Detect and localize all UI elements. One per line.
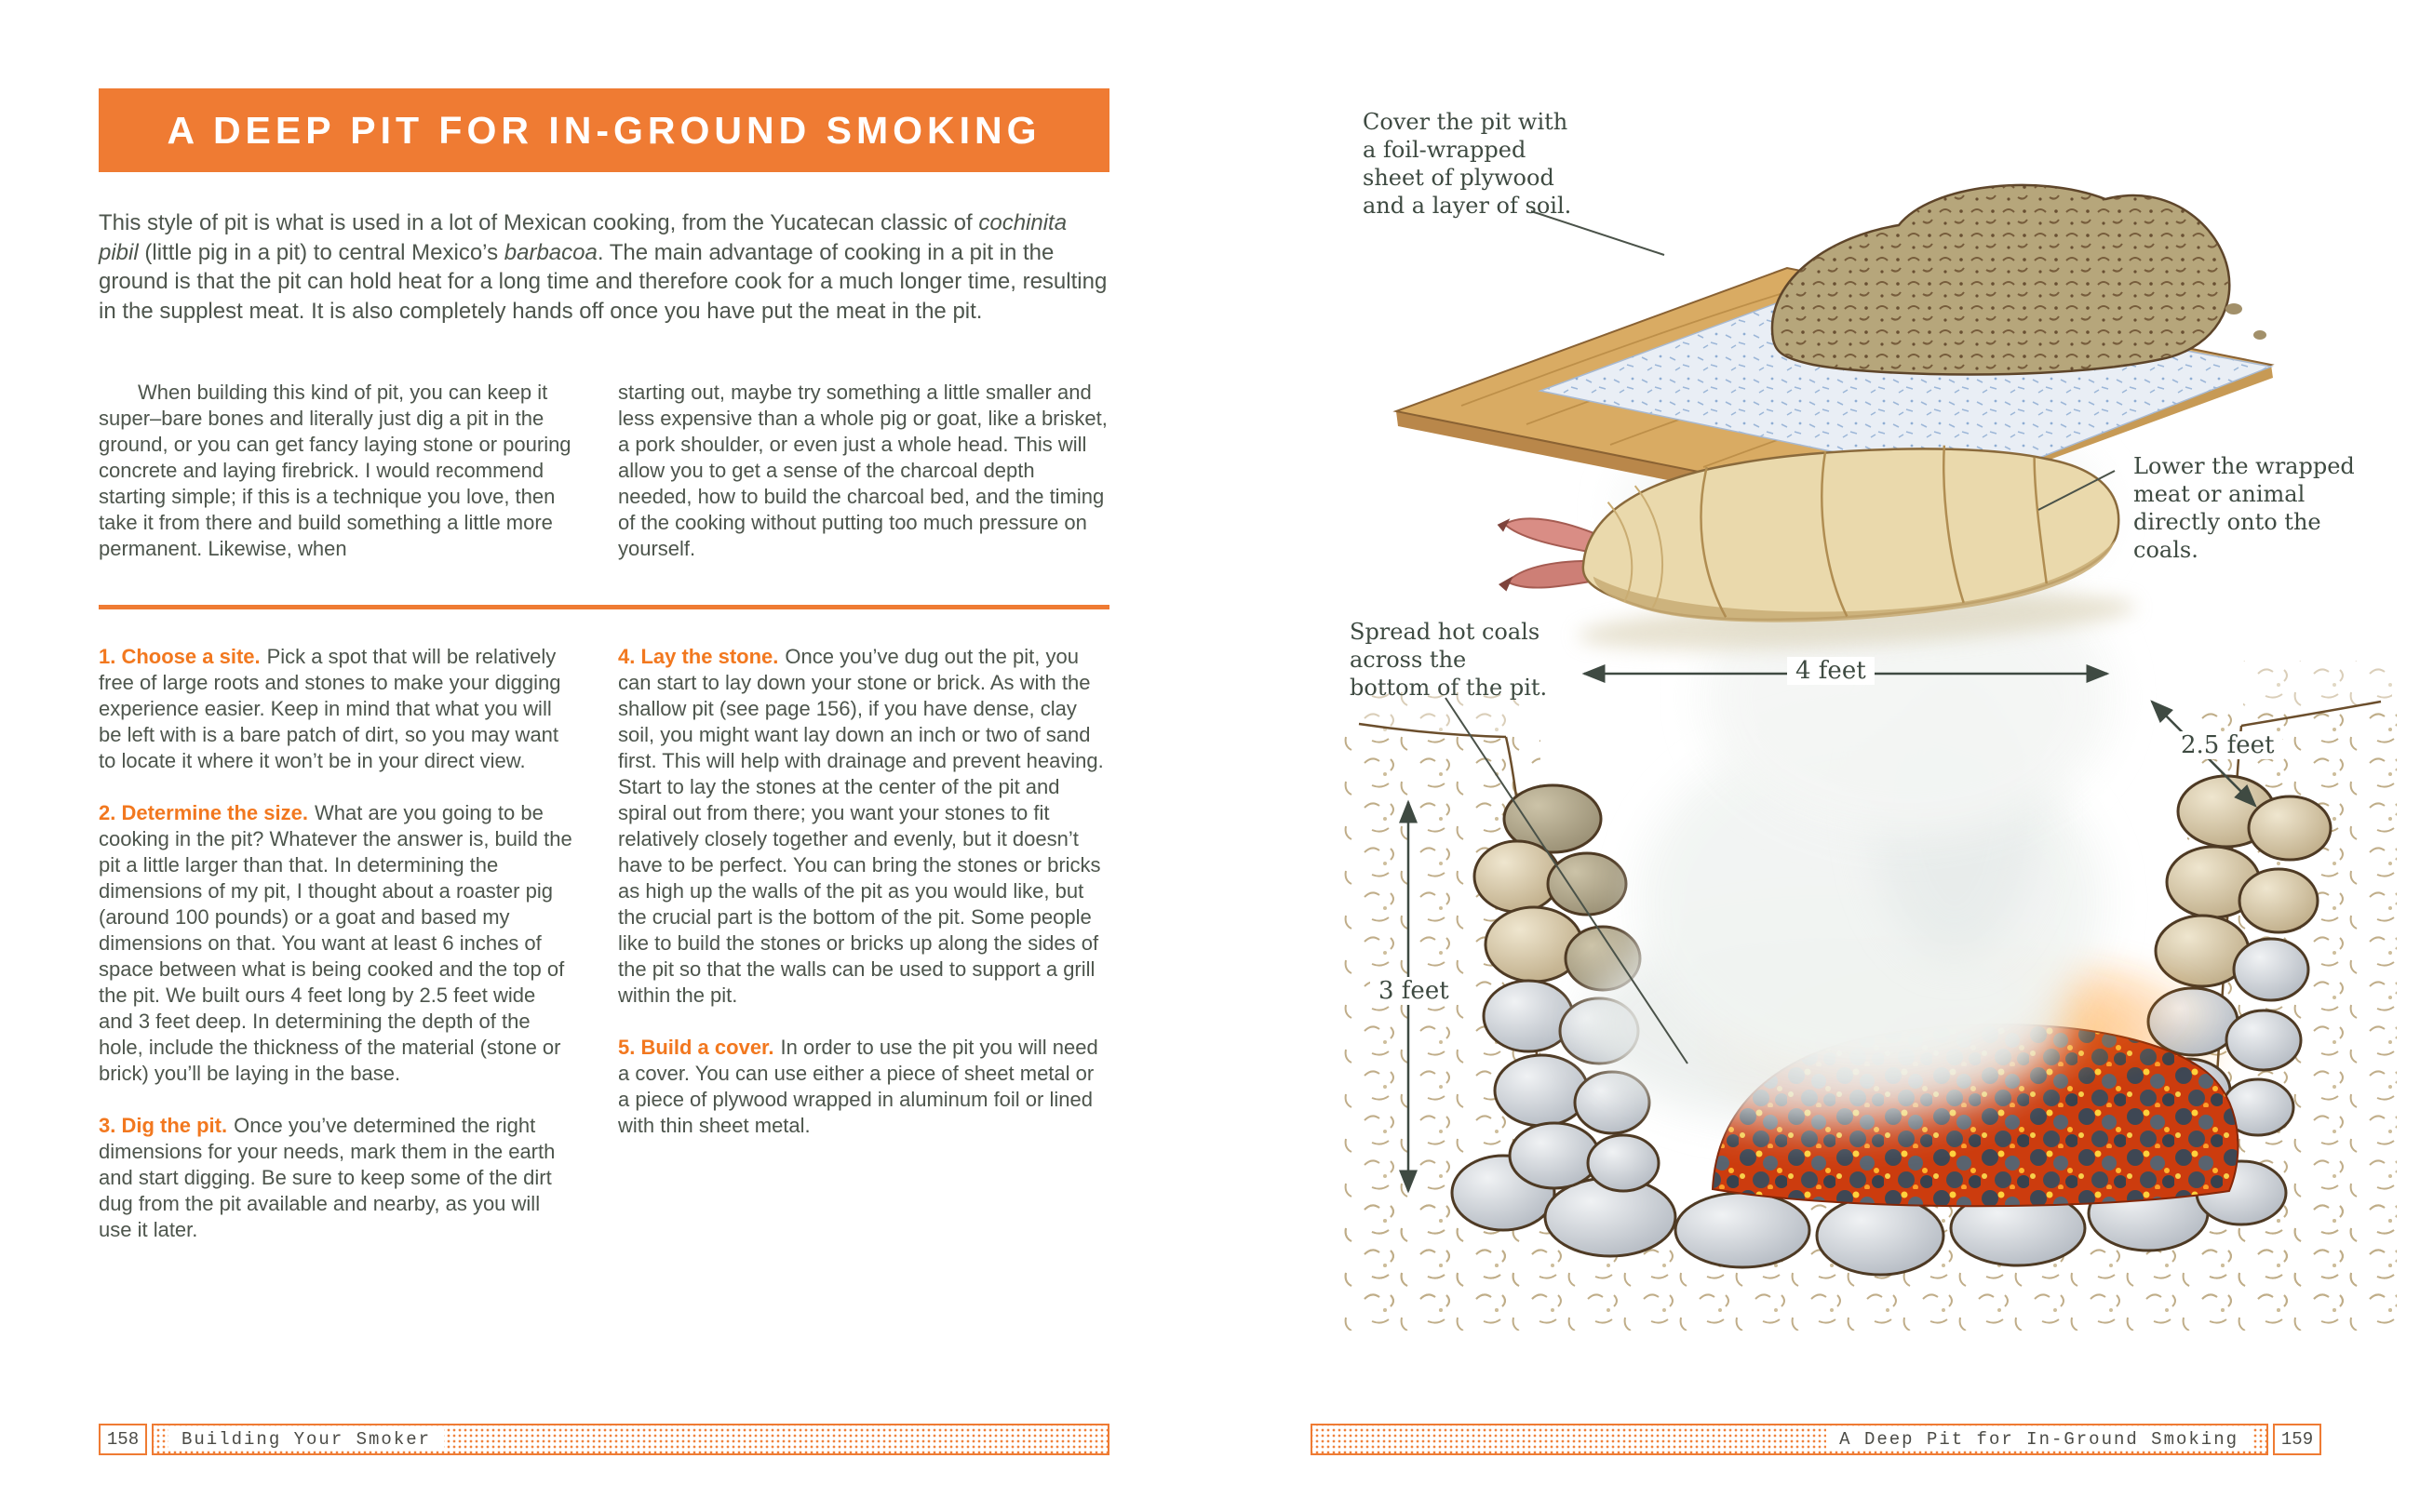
page-number-box xyxy=(99,1424,147,1455)
wrapped-meat xyxy=(1492,435,2136,663)
footer-section-title: A Deep Pit for In-Ground Smoking xyxy=(1826,1428,2252,1451)
text-column-left xyxy=(99,380,575,562)
steps-column-left xyxy=(99,644,575,1269)
step-item-2 xyxy=(99,800,575,1087)
step-text: Once you’ve determined the right dimensions for your needs, mark them in the earth and start digging. Be sure to keep some of the dirt dug from the pit available and nearby, as you will use it later. xyxy=(99,1114,556,1241)
text-column-right xyxy=(618,380,1109,562)
intro-segment: This style of pit is what is used in a lot of Mexican cooking, from the Yucatecan classic of xyxy=(99,210,979,235)
step-item-4 xyxy=(618,644,1109,1009)
annotation-spread-coals: Spread hot coals across the bottom of the pit. xyxy=(1350,619,1548,701)
annotation-cover-pit: Cover the pit with a foil-wrapped sheet of plywood and a layer of soil. xyxy=(1363,109,1572,219)
step-label: 5. Build a cover. xyxy=(618,1036,774,1059)
step-label: 1. Choose a site. xyxy=(99,645,261,668)
intro-paragraph xyxy=(99,208,1109,326)
intro-segment-italic: cochinita pibil xyxy=(99,210,1068,265)
page-title: A DEEP PIT FOR IN-GROUND SMOKING xyxy=(167,108,1042,152)
step-text: Pick a spot that will be relatively free of large roots and stones to make your digging experience easier. Keep in mind that what you will be left with is a bare patch of dirt, so you may want to locate it where it won’t be in your direct view. xyxy=(99,645,561,772)
step-item-1 xyxy=(99,644,575,774)
step-text: What are you going to be cooking in the pit? Whatever the answer is, build the pit a little larger than that. In determining the dimensions of my pit, I thought about a roaster pig (around 100 pounds) or a goat and based my dimensions on that. You want at least 6 inches of space between what is being cooked and the top of the pit. We built ours 4 feet long by 2.5 feet wide and 3 feet deep. In determining the depth of the hole, include the thickness of the material (stone or brick) you’ll be laying in the base. xyxy=(99,801,572,1085)
annotation-lower-meat: Lower the wrapped meat or animal directly onto the coals. xyxy=(2133,453,2355,563)
step-item-3 xyxy=(99,1113,575,1243)
dimension-label-length: 4 feet xyxy=(1787,657,1875,685)
section-divider-rule xyxy=(99,605,1109,609)
footer-section-bar xyxy=(152,1424,1109,1455)
body-paragraph: starting out, maybe try something a little smaller and less expensive than a whole pig or goat, like a brisket, a pork shoulder, or even just a whole head. This will allow you to get a sense of the charcoal depth needed, how to build the charcoal bed, and the timing of the cooking without putting too much pressure on yourself. xyxy=(618,381,1108,560)
chapter-title-banner xyxy=(99,88,1109,172)
page-number: 159 xyxy=(2280,1429,2314,1450)
step-label: 3. Dig the pit. xyxy=(99,1114,228,1137)
step-label: 2. Determine the size. xyxy=(99,801,308,824)
step-text: Once you’ve dug out the pit, you can start to lay down your stone or brick. As with the shallow pit (see page 156), if you have dense, clay soil, you might want lay down an inch or two of sand first. This will help with drainage and prevent heaving. Start to lay the stones at the center of the pit and spiral out from there; you want your stones to fit relatively closely together and evenly, but it doesn’t have to be perfect. You can bring the stones or bricks as high up the walls of the pit as you would like, but the crucial part is the bottom of the pit. Some people like to build the stones or bricks up along the sides of the pit so that the walls can be used to support a grill within the pit. xyxy=(618,645,1104,1007)
dimension-label-depth: 3 feet xyxy=(1370,977,1458,1005)
steps-column-right xyxy=(618,644,1109,1165)
footer-left-page xyxy=(99,1424,1109,1455)
page-number-box xyxy=(2273,1424,2321,1455)
footer-section-bar xyxy=(1311,1424,2268,1455)
dimension-label-width: 2.5 feet xyxy=(2172,731,2282,759)
step-item-5 xyxy=(618,1035,1109,1139)
footer-section-title: Building Your Smoker xyxy=(168,1428,444,1451)
body-paragraph: When building this kind of pit, you can keep it super–bare bones and literally just dig a pit in the ground, or you can get fancy laying stone or pouring concrete and laying firebrick. I would recommend starting simple; if this is a technique you love, then take it from there and build something a little more permanent. Likewise, when xyxy=(99,381,571,560)
footer-right-page xyxy=(1311,1424,2321,1455)
intro-segment: (little pig in a pit) to central Mexico’s xyxy=(138,239,504,265)
trotter-upper xyxy=(1504,515,1593,556)
trotter-lower xyxy=(1507,560,1592,589)
step-text: In order to use the pit you will need a cover. You can use either a piece of sheet metal or a piece of plywood wrapped in aluminum foil or lined with thin sheet metal. xyxy=(618,1036,1098,1137)
step-label: 4. Lay the stone. xyxy=(618,645,779,668)
page-number: 158 xyxy=(106,1429,140,1450)
intro-segment-italic: barbacoa xyxy=(504,239,598,265)
soil-mound xyxy=(1772,185,2266,375)
intro-segment: . The main advantage of cooking in a pit in the ground is that the pit can hold heat for a long time and therefore cook for a much longer time, resulting in the supplest meat. It is also completely hands off once you have put the meat in the pit. xyxy=(99,239,1108,324)
pit-illustration xyxy=(1303,84,2401,1358)
